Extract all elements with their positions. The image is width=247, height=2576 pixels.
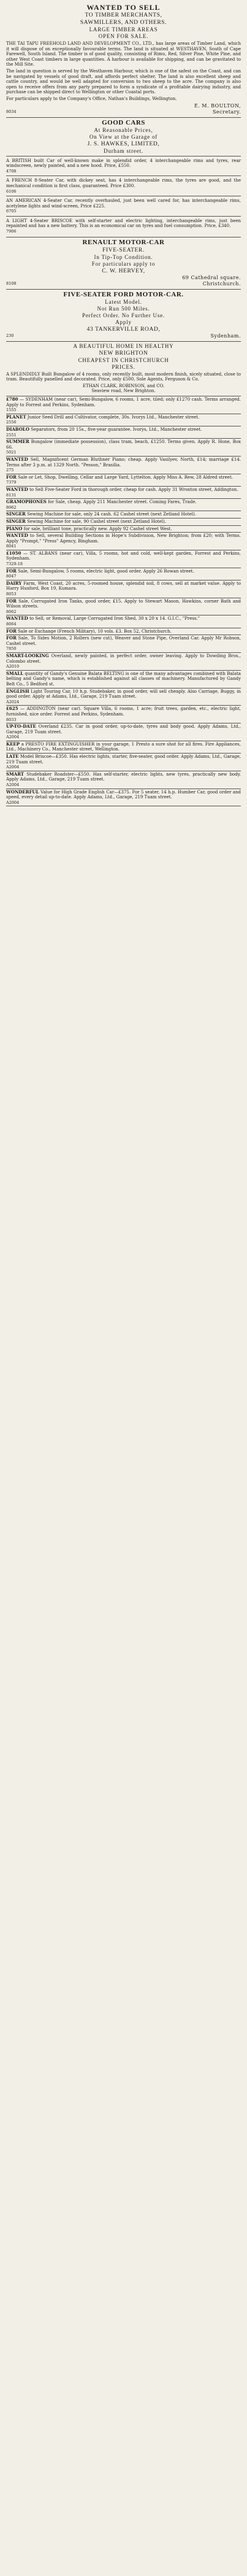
notice-text: Studebaker Roadster—£550. Has self-starter, electric lights, new tyres, practically new body. Apply Adams, Ltd., Garage, 219 Tuam street. (6, 771, 241, 782)
notice-lead-word: ENGLISH (6, 688, 29, 694)
notice-lead-word: LATE (6, 754, 19, 760)
classified-notices (6, 396, 241, 806)
wanted-open-line: OPEN FOR SALE. (98, 33, 149, 39)
notice-text: Bungalow (immediate possession), class tram, beach, £1250. Terms given. Apply R. Hone, Box 66. (6, 439, 241, 450)
classified-notice (6, 487, 241, 499)
notice-ref: 275 (6, 468, 14, 473)
notice-text: Sale or Exchange (French Military), 10 vols. £3. Box 52, Christchurch. (18, 628, 172, 634)
bungalow-heading-1: A BEAUTIFUL HOME IN HEALTHY (73, 342, 174, 349)
notice-text: Sale, To Sides Motion, 2 Rollers (new cut), Weaver and Stone Pipe, Overland Car. Apply Mr Robson, Cashel street. (6, 636, 241, 646)
classified-notice (6, 439, 241, 457)
notice-lead-word: FOR (6, 598, 17, 604)
notice-lead-word: £625 (6, 706, 18, 712)
notice-text: Light Touring Car, 10 h.p. Studebaker, in good order, will sell cheaply. Also Carriage, Buggy, in good order. Apply at Adams, Ltd., Garage, 219 Tuam street. (6, 688, 241, 700)
notice-lead-word: WANTED (6, 486, 28, 492)
notice-text: Junior Seed Drill and Cultivator, complete, 30s. Ivorys Ltd., Manchester street. (27, 414, 200, 420)
notice-text: — SYDENHAM (near car), Semi-Bungalow, 6 rooms, 1 acre, tiled; only £1270 cash. Terms arranged. Apply to Forrest and Perkins, Sydenham. (6, 397, 241, 407)
notice-ref: 5021 (6, 450, 17, 455)
classified-notice (6, 396, 241, 414)
wanted-sub-line: SAWMILLERS, AND OTHERS. (80, 20, 167, 26)
classified-notice (6, 533, 241, 550)
notice-text: to Sell Five-Seater Ford in thorough order, cheap for cash. Apply 31 Wroxton street, Addington. (29, 487, 238, 492)
notice-text: — ST. ALBANS (near car), Villa, 5 rooms, hot and cold, well-kept garden, Forrest and Perkins, Sydenham. (6, 550, 241, 561)
notice-lead-word: WANTED (6, 615, 28, 622)
notice-lead-word: WANTED (6, 533, 28, 539)
classified-notice (6, 653, 241, 671)
renault-particulars: For particulars apply to (91, 260, 156, 267)
notice-text: Overland, newly painted, in perfect order, owner leaving. Apply to Dowding Bros., Colombo street. (6, 653, 241, 664)
classified-page (6, 0, 241, 808)
renault-city: Christchurch. (202, 280, 241, 287)
car-item (6, 218, 241, 235)
notice-text: to Sell, or Removal, Large Corrugated Iron Shed, 30 x 20 x 14. G.I.C., "Press." (29, 616, 200, 622)
wanted-particulars: For particulars apply to the Company's Office, Nathan's Buildings, Wellington. (6, 96, 177, 101)
bungalow-heading-2: NEW BRIGHTON (99, 350, 148, 357)
notice-text: Value for High Grade English Car—£375. For 5 seater, 14 h.p. Humber Car, good order and speed, every detail up-to-date. Apply Adams, Ltd., Garage, 219 Tuam street. (6, 789, 241, 800)
notice-text: Overland £235. Car in good order, up-to-date, tyres and body good. Apply Adams, Ltd., Garage, 219 Tuam street. (6, 724, 241, 735)
classified-notice (6, 598, 241, 616)
car-item (6, 177, 241, 195)
car-item-ref: 6705 (6, 209, 17, 214)
notice-text: to Sell, several Building Sections in Hope's Subdivision, New Brighton; from £20; with Terms. Apply "Prompt," "Press" Agency, Bingham. (6, 533, 241, 544)
ford-suburb: Sydenham. (210, 333, 241, 339)
wanted-body: THE TAI TAPU FREEHOLD LAND AND DEVELOPMENT CO., LTD., has large areas of Timber Land, which it will dispose of on exceptionally favourable terms. The land is situated at WESTHAVEN, South of Cape Farewell, South Island. The timber is of good quality, consisting of Rimu, Red, Silver Pine, White Pine, and other West Coast timbers in large quantities. A harbour is available for shipping, and can be gravitated to the Mill Site. (6, 41, 241, 67)
classified-notice (6, 741, 241, 754)
notice-ref: A2004 (6, 765, 20, 770)
classified-notice (6, 771, 241, 789)
notice-text: Model Briscoe—£350. Has electric lights, starter, five-seater, good order. Apply Adams, Ltd., Garage, 219 Tuam street. (6, 754, 241, 765)
notice-ref: 8131 (6, 492, 17, 498)
notice-ref: 2551 (6, 432, 17, 438)
car-item-ref: 7906 (6, 229, 17, 234)
notice-lead-word: FOR (6, 474, 17, 480)
notice-ref: 8033 (6, 717, 17, 722)
notice-lead-word: FOR (6, 568, 17, 574)
renault-seats: FIVE-SEATER. (102, 247, 145, 253)
notice-lead-word: SMART-LOOKING (6, 652, 49, 658)
notice-text: for sale, brilliant tone, practically new. Apply 92 Cashel street West. (23, 526, 172, 531)
notice-text: — ADDINGTON (near car). Square Villa, 6 rooms, 1 acre; fruit trees, garden, etc., electric light, furnished, nice order. Forrest and Perkins, Sydenham. (6, 706, 241, 717)
notice-lead-word: PIANO (6, 525, 23, 531)
notice-text: Sell, Magnificent German Bluthner Piano; cheap. Apply Vasilyev, North, £14; marriage £14. Terms after 3 p.m. at 1329 North. "Pesson," Brasilia. (6, 457, 241, 468)
notice-ref: A2004 (6, 735, 20, 740)
bungalow-agent: ETHAN CLARK, ROBINSON, and CO. (82, 383, 165, 388)
notice-lead-word: FOR (6, 635, 17, 641)
renault-contact: C. W. HERVEY, (102, 268, 145, 274)
ford-address: 43 TANKERVILLE ROAD, (86, 326, 161, 333)
notice-ref: 8053 (6, 592, 17, 597)
notice-lead-word: WONDERFUL (6, 789, 39, 795)
renault-heading: RENAULT MOTOR-CAR (82, 238, 165, 246)
notice-ref: A2004 (6, 800, 20, 805)
car-item (6, 158, 241, 175)
classified-notice (6, 526, 241, 533)
notice-text: Sale, Semi-Bungalow, 5 rooms, electric light, good order. Apply 26 Rowan street. (18, 568, 194, 574)
notice-lead-word: WANTED (6, 456, 28, 462)
bungalow-ad (6, 342, 241, 396)
classified-notice (6, 474, 241, 487)
notice-lead-word: PLANET (6, 414, 26, 420)
wanted-heading: WANTED TO SELL (86, 3, 161, 12)
notice-ref: 8041 (6, 544, 17, 549)
wanted-signatory: E. M. BOULTON, (194, 102, 241, 109)
classified-notice (6, 511, 241, 519)
notice-ref: 8062 (6, 504, 17, 510)
bungalow-heading-4: PRICES. (112, 363, 135, 370)
ford-model: Latest Model. (105, 298, 142, 305)
notice-lead-word: SMART (6, 771, 25, 777)
classified-notice (6, 550, 241, 568)
notice-text: Sale, Corrugated Iron Tanks, good order, £15. Apply to Stewart Mason, Hawkins, corner Bath and Wilson streets. (6, 598, 241, 609)
classified-notice (6, 568, 241, 580)
classified-notice (6, 457, 241, 474)
notice-ref: A2024 (6, 699, 20, 704)
notice-ref: A2004 (6, 782, 20, 788)
classified-notice (6, 671, 241, 688)
notice-text: Separators, from 20 15s., five-year guarantee. Ivorys, Ltd., Manchester street. (31, 427, 202, 432)
wanted-body-2: The land in question is served by the Westhaven Harbour, which is one of the safest on the Coast, and can be navigated by vessels of good draft, and affords perfect shelter. The land is also excellent sheep and cattle country, and would be well adapted for conversion to two sheep to the acre. The company is also open to receive offers from any party prepared to form a syndicate of a profitable dairying industry, and purchase can be shipped direct to Wellington or other Coastal ports. (6, 68, 241, 95)
notice-text: Farm, West Coast, 20 acres, 5-roomed house, splendid soil, 8 cows, sell at market value. Apply to Harry Huxford, Box 19, Kumara. (6, 580, 241, 592)
car-item-ref: 4708 (6, 168, 17, 174)
notice-text: Sewing Machine for sale, 90 Cashel street (next Zetland Hotel). (27, 519, 167, 524)
notice-text: Sale or Let, Shop, Dwelling, Cellar and Large Yard, Lyttelton. Apply Miss A. Rew, 28 Aldred street. (18, 474, 233, 480)
good-cars-street: Durham street. (104, 147, 143, 154)
bungalow-body: A SPLENDIDLY Built Bungalow of 4 rooms, only recently built, most modern finish, nicely situated, close to tram. Beautifully panelled and decorated. Price, only £500, Sole Agents, Ferguson & Co. (6, 371, 241, 382)
renault-ref: 8108 (6, 280, 17, 286)
classified-notice (6, 628, 241, 636)
ford-heading: FIVE-SEATER FORD MOTOR-CAR. (63, 290, 184, 298)
notice-ref: 1555 (6, 407, 17, 413)
classified-notice (6, 499, 241, 511)
notice-ref: 8064 (6, 622, 17, 627)
notice-ref: 7329-18 (6, 561, 23, 567)
notice-lead-word: DIABOLO (6, 426, 29, 432)
notice-text: quantity of Gandy's Genuine Balata BELTING is one of the many advantages combined with Balata belting and Gandy's name, which is established against all classes of machinery. Manufactured by Gandy Belt Co., 5 Bedford st. (6, 671, 241, 687)
good-cars-heading: GOOD CARS (102, 118, 145, 126)
good-cars-prices: At Reasonable Prices, (94, 126, 153, 133)
notice-ref: 8047 (6, 574, 17, 579)
notice-ref: 7850 (6, 646, 17, 652)
car-item-text: A FRENCH 8-Seater Car, with dickey seat, has 4 interchangeable rims, the tyres are good, and the mechanical condition is first class, guaranteed. Price £300. (6, 178, 241, 188)
wanted-to-line: TO TIMBER MERCHANTS, (85, 12, 162, 18)
notice-ref: 8062 (6, 609, 17, 614)
notice-lead-word: GRAMOPHONES (6, 499, 47, 505)
ford-ref: 230 (6, 333, 14, 338)
classified-notice (6, 580, 241, 598)
car-item-ref: 6106 (6, 188, 17, 194)
classified-notice (6, 426, 241, 439)
notice-text: for Sale, cheap. Apply 211 Manchester street. Coming Fares, Trade. (48, 499, 197, 505)
car-item-text: AN AMERICAN 4-Seater Car, recently overhauled, just been well cared for, has interchangeable rims, acetylene lights and wind-screen, Price £225. (6, 198, 241, 209)
notice-lead-word: KEEP (6, 741, 20, 747)
classified-notice (6, 615, 241, 628)
notice-lead-word: SINGER (6, 518, 26, 524)
classified-notice (6, 754, 241, 771)
car-item (6, 198, 241, 215)
classified-notice (6, 635, 241, 653)
notice-lead-word: SINGER (6, 511, 26, 517)
ford-run: Not Run 500 Miles. (97, 305, 150, 312)
ford-apply: Apply (115, 318, 132, 325)
notice-lead-word: UP-TO-DATE (6, 723, 36, 730)
wanted-title: Secretary. (212, 109, 241, 115)
classified-notice (6, 789, 241, 807)
good-cars-ad (6, 118, 241, 237)
ford-ad (6, 290, 241, 342)
good-cars-dealer: J. S. HAWKES, LIMITED, (87, 141, 160, 147)
car-item-text: A LIGHT 4-Seater BRISCOE with self-starter and electric lighting, interchangeable rims, just been repainted and has a new battery. This is an economical car on tyres and fuel consumption. Price, £340. (6, 218, 241, 229)
notice-lead-word: SUMMER (6, 439, 29, 445)
renault-condition: In Tip-Top Condition. (94, 253, 153, 260)
wanted-ref: 8034 (6, 109, 17, 114)
notice-text: Sewing Machine for sale, only 24 cash. 62 Cashel street (next Zetland Hotel). (27, 512, 196, 517)
notice-ref: 7379 (6, 480, 17, 485)
classified-notice (6, 688, 241, 706)
renault-ad (6, 237, 241, 290)
classified-notice (6, 519, 241, 526)
ford-order: Perfect Order. No Further Use. (82, 312, 165, 318)
notice-ref: 2556 (6, 420, 17, 425)
bungalow-heading-3: CHEAPEST IN CHRISTCHURCH (78, 357, 169, 363)
notice-lead-word: £780 (6, 396, 18, 403)
good-cars-view: On View at the Garage of (89, 133, 158, 140)
notice-ref: A2010 (6, 664, 20, 669)
notice-lead-word: FOR (6, 628, 17, 634)
renault-address: 69 Cathedral square. (182, 274, 241, 280)
classified-notice (6, 706, 241, 723)
notice-lead-word: DAIRY (6, 580, 22, 586)
classified-notice (6, 723, 241, 741)
wanted-area-line: LARGE TIMBER AREAS (89, 26, 158, 33)
bungalow-agent-address: Seaview road, New Brighton. (91, 388, 156, 394)
timber-land-ad (6, 2, 241, 118)
notice-lead-word: £1050 (6, 550, 21, 556)
classified-notice (6, 414, 241, 426)
car-item-text: A BRITISH built Car of well-known make in splendid order, 4 interchangeable rims and tyres, rear windscreen, newly painted, and a new hood. Price, £550. (6, 158, 241, 169)
notice-text: a PRESTO FIRE EXTINGUISHER in your garage, 1 Presto a sure shot for all fires. Fire Appliances, Ltd., Machinery Co., Manchester street, Wellington. (6, 741, 241, 752)
notice-lead-word: SMALL (6, 670, 24, 676)
